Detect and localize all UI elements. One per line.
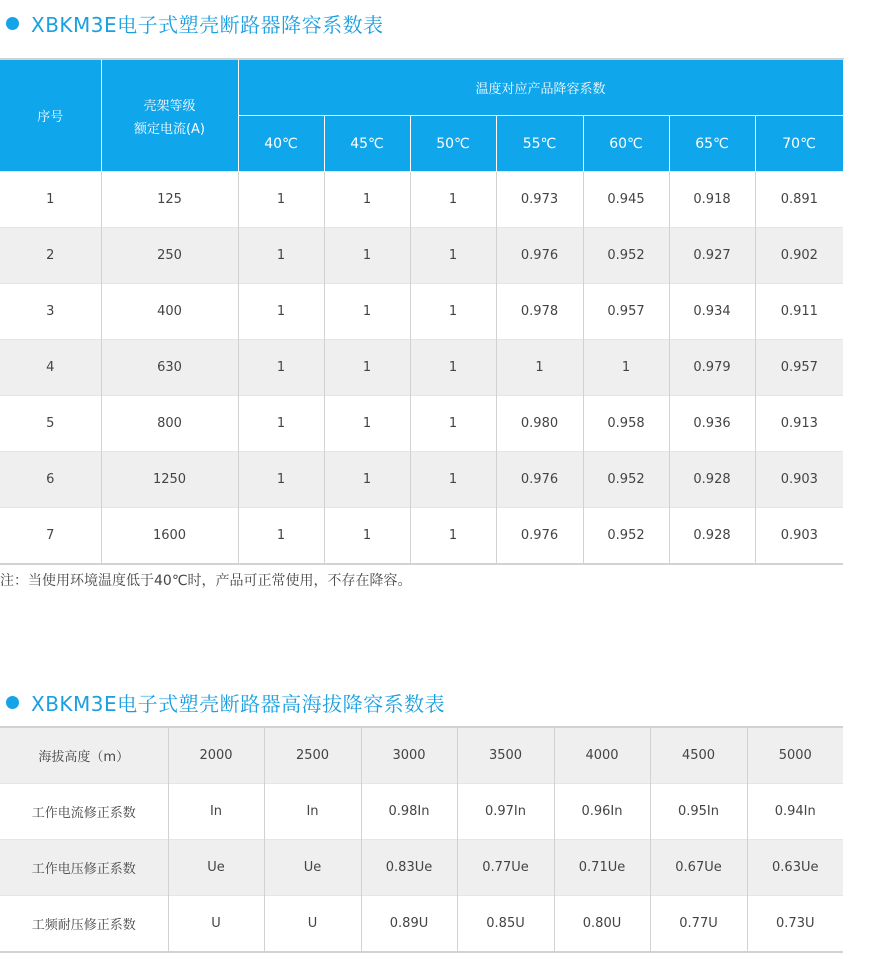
table-cell: 0.913	[755, 396, 843, 452]
table-cell: 0.918	[669, 172, 755, 228]
table-cell: 4000	[554, 727, 650, 784]
table-cell: 3	[0, 284, 101, 340]
table-cell: 400	[101, 284, 238, 340]
table-cell: 1	[324, 396, 410, 452]
row-label: 工作电流修正系数	[0, 784, 168, 840]
table-cell: 0.978	[496, 284, 583, 340]
table-cell: 1	[324, 508, 410, 565]
table-cell: U	[168, 896, 264, 953]
table-cell: 1	[324, 172, 410, 228]
table-cell: 0.903	[755, 508, 843, 565]
table-cell: 250	[101, 228, 238, 284]
table-cell: 3500	[457, 727, 554, 784]
table-cell: 1	[238, 452, 324, 508]
section1-title: XBKM3E电子式塑壳断路器降容系数表	[31, 12, 384, 37]
table-cell: 4	[0, 340, 101, 396]
table-cell: 0.94In	[747, 784, 843, 840]
header-temperature-group: 温度对应产品降容系数	[238, 59, 843, 116]
table-cell: 7	[0, 508, 101, 565]
table-row	[0, 896, 843, 953]
table-cell: 1	[238, 228, 324, 284]
note-text: 注：当使用环境温度低于40℃时，产品可正常使用，不存在降容。	[0, 573, 412, 589]
table-cell: 0.97In	[457, 784, 554, 840]
table-cell: 1	[324, 284, 410, 340]
table-cell: 0.952	[583, 452, 669, 508]
table-cell: 1	[324, 228, 410, 284]
table-cell: 1250	[101, 452, 238, 508]
table-cell: In	[264, 784, 361, 840]
table-cell: 0.957	[755, 340, 843, 396]
header-temp-6: 70℃	[755, 116, 843, 172]
table-cell: 0.980	[496, 396, 583, 452]
table-cell: 0.77U	[650, 896, 747, 953]
row-label: 工作电压修正系数	[0, 840, 168, 896]
bullet-dot-icon	[6, 17, 19, 30]
table-row	[0, 284, 843, 340]
table-cell: 0.63Ue	[747, 840, 843, 896]
header-index: 序号	[0, 59, 101, 172]
table-cell: Ue	[168, 840, 264, 896]
table-cell: 0.958	[583, 396, 669, 452]
table-cell: 0.979	[669, 340, 755, 396]
derating-temperature-table	[0, 58, 844, 565]
table-cell: 0.928	[669, 508, 755, 565]
table-cell: 4500	[650, 727, 747, 784]
table-cell: 1	[410, 228, 496, 284]
table-row	[0, 228, 843, 284]
table-cell: 0.80U	[554, 896, 650, 953]
table-cell: 630	[101, 340, 238, 396]
table-cell: 1	[324, 452, 410, 508]
table-cell: 0.67Ue	[650, 840, 747, 896]
header-temp-3: 55℃	[496, 116, 583, 172]
section1-heading	[6, 9, 384, 37]
table-cell: 5000	[747, 727, 843, 784]
table-cell: 1	[410, 396, 496, 452]
table-cell: 0.85U	[457, 896, 554, 953]
table-cell: 0.976	[496, 508, 583, 565]
table-cell: 2000	[168, 727, 264, 784]
section2-heading	[6, 688, 445, 716]
table-row	[0, 172, 843, 228]
table-cell: 1	[238, 508, 324, 565]
table-cell: 0.903	[755, 452, 843, 508]
header-temp-2: 50℃	[410, 116, 496, 172]
table-cell: 0.98In	[361, 784, 457, 840]
table-cell: 0.976	[496, 228, 583, 284]
table-cell: 0.973	[496, 172, 583, 228]
row-label: 工频耐压修正系数	[0, 896, 168, 953]
table-row	[0, 840, 843, 896]
row-label: 海拔高度（m）	[0, 727, 168, 784]
altitude-derating-table	[0, 726, 843, 953]
table-row	[0, 452, 843, 508]
header-temp-5: 65℃	[669, 116, 755, 172]
table-row	[0, 396, 843, 452]
table-cell: 0.89U	[361, 896, 457, 953]
header-frame-line1: 壳架等级	[143, 98, 196, 114]
table-cell: 0.891	[755, 172, 843, 228]
table-cell: 0.957	[583, 284, 669, 340]
table-cell: 1600	[101, 508, 238, 565]
table-cell: 0.952	[583, 508, 669, 565]
table-cell: 1	[238, 284, 324, 340]
table-cell: 3000	[361, 727, 457, 784]
bullet-dot-icon	[6, 696, 19, 709]
table-cell: 0.928	[669, 452, 755, 508]
table-cell: U	[264, 896, 361, 953]
table-cell: 800	[101, 396, 238, 452]
table-cell: 0.96In	[554, 784, 650, 840]
table-cell: 1	[410, 284, 496, 340]
table-cell: 1	[410, 508, 496, 565]
table-cell: 2500	[264, 727, 361, 784]
table-cell: 1	[496, 340, 583, 396]
table-cell: 1	[324, 340, 410, 396]
section2-title: XBKM3E电子式塑壳断路器高海拔降容系数表	[31, 691, 446, 716]
table-cell: 0.95In	[650, 784, 747, 840]
table-cell: 1	[238, 340, 324, 396]
table-cell: 0.77Ue	[457, 840, 554, 896]
table-row	[0, 508, 843, 565]
table-cell: 0.83Ue	[361, 840, 457, 896]
table-cell: In	[168, 784, 264, 840]
header-frame-line2: 额定电流(A)	[133, 121, 206, 137]
table-row	[0, 727, 843, 784]
table-cell: 0.936	[669, 396, 755, 452]
table-cell: 0.902	[755, 228, 843, 284]
table-cell: 0.976	[496, 452, 583, 508]
table-cell: 0.934	[669, 284, 755, 340]
table-cell: 0.911	[755, 284, 843, 340]
table-cell: 1	[238, 396, 324, 452]
table-cell: 6	[0, 452, 101, 508]
table-row	[0, 340, 843, 396]
table-cell: 0.71Ue	[554, 840, 650, 896]
table-cell: 0.73U	[747, 896, 843, 953]
header-temp-4: 60℃	[583, 116, 669, 172]
table-cell: 125	[101, 172, 238, 228]
table-cell: 1	[410, 172, 496, 228]
header-temp-0: 40℃	[238, 116, 324, 172]
table-cell: 1	[238, 172, 324, 228]
header-frame-rating	[101, 59, 238, 172]
table-cell: 1	[410, 452, 496, 508]
table-cell: 1	[410, 340, 496, 396]
table-cell: Ue	[264, 840, 361, 896]
table-cell: 1	[583, 340, 669, 396]
table-row	[0, 784, 843, 840]
header-temp-1: 45℃	[324, 116, 410, 172]
table-cell: 2	[0, 228, 101, 284]
table-cell: 0.952	[583, 228, 669, 284]
table-cell: 0.945	[583, 172, 669, 228]
table-cell: 1	[0, 172, 101, 228]
table-cell: 5	[0, 396, 101, 452]
table-cell: 0.927	[669, 228, 755, 284]
